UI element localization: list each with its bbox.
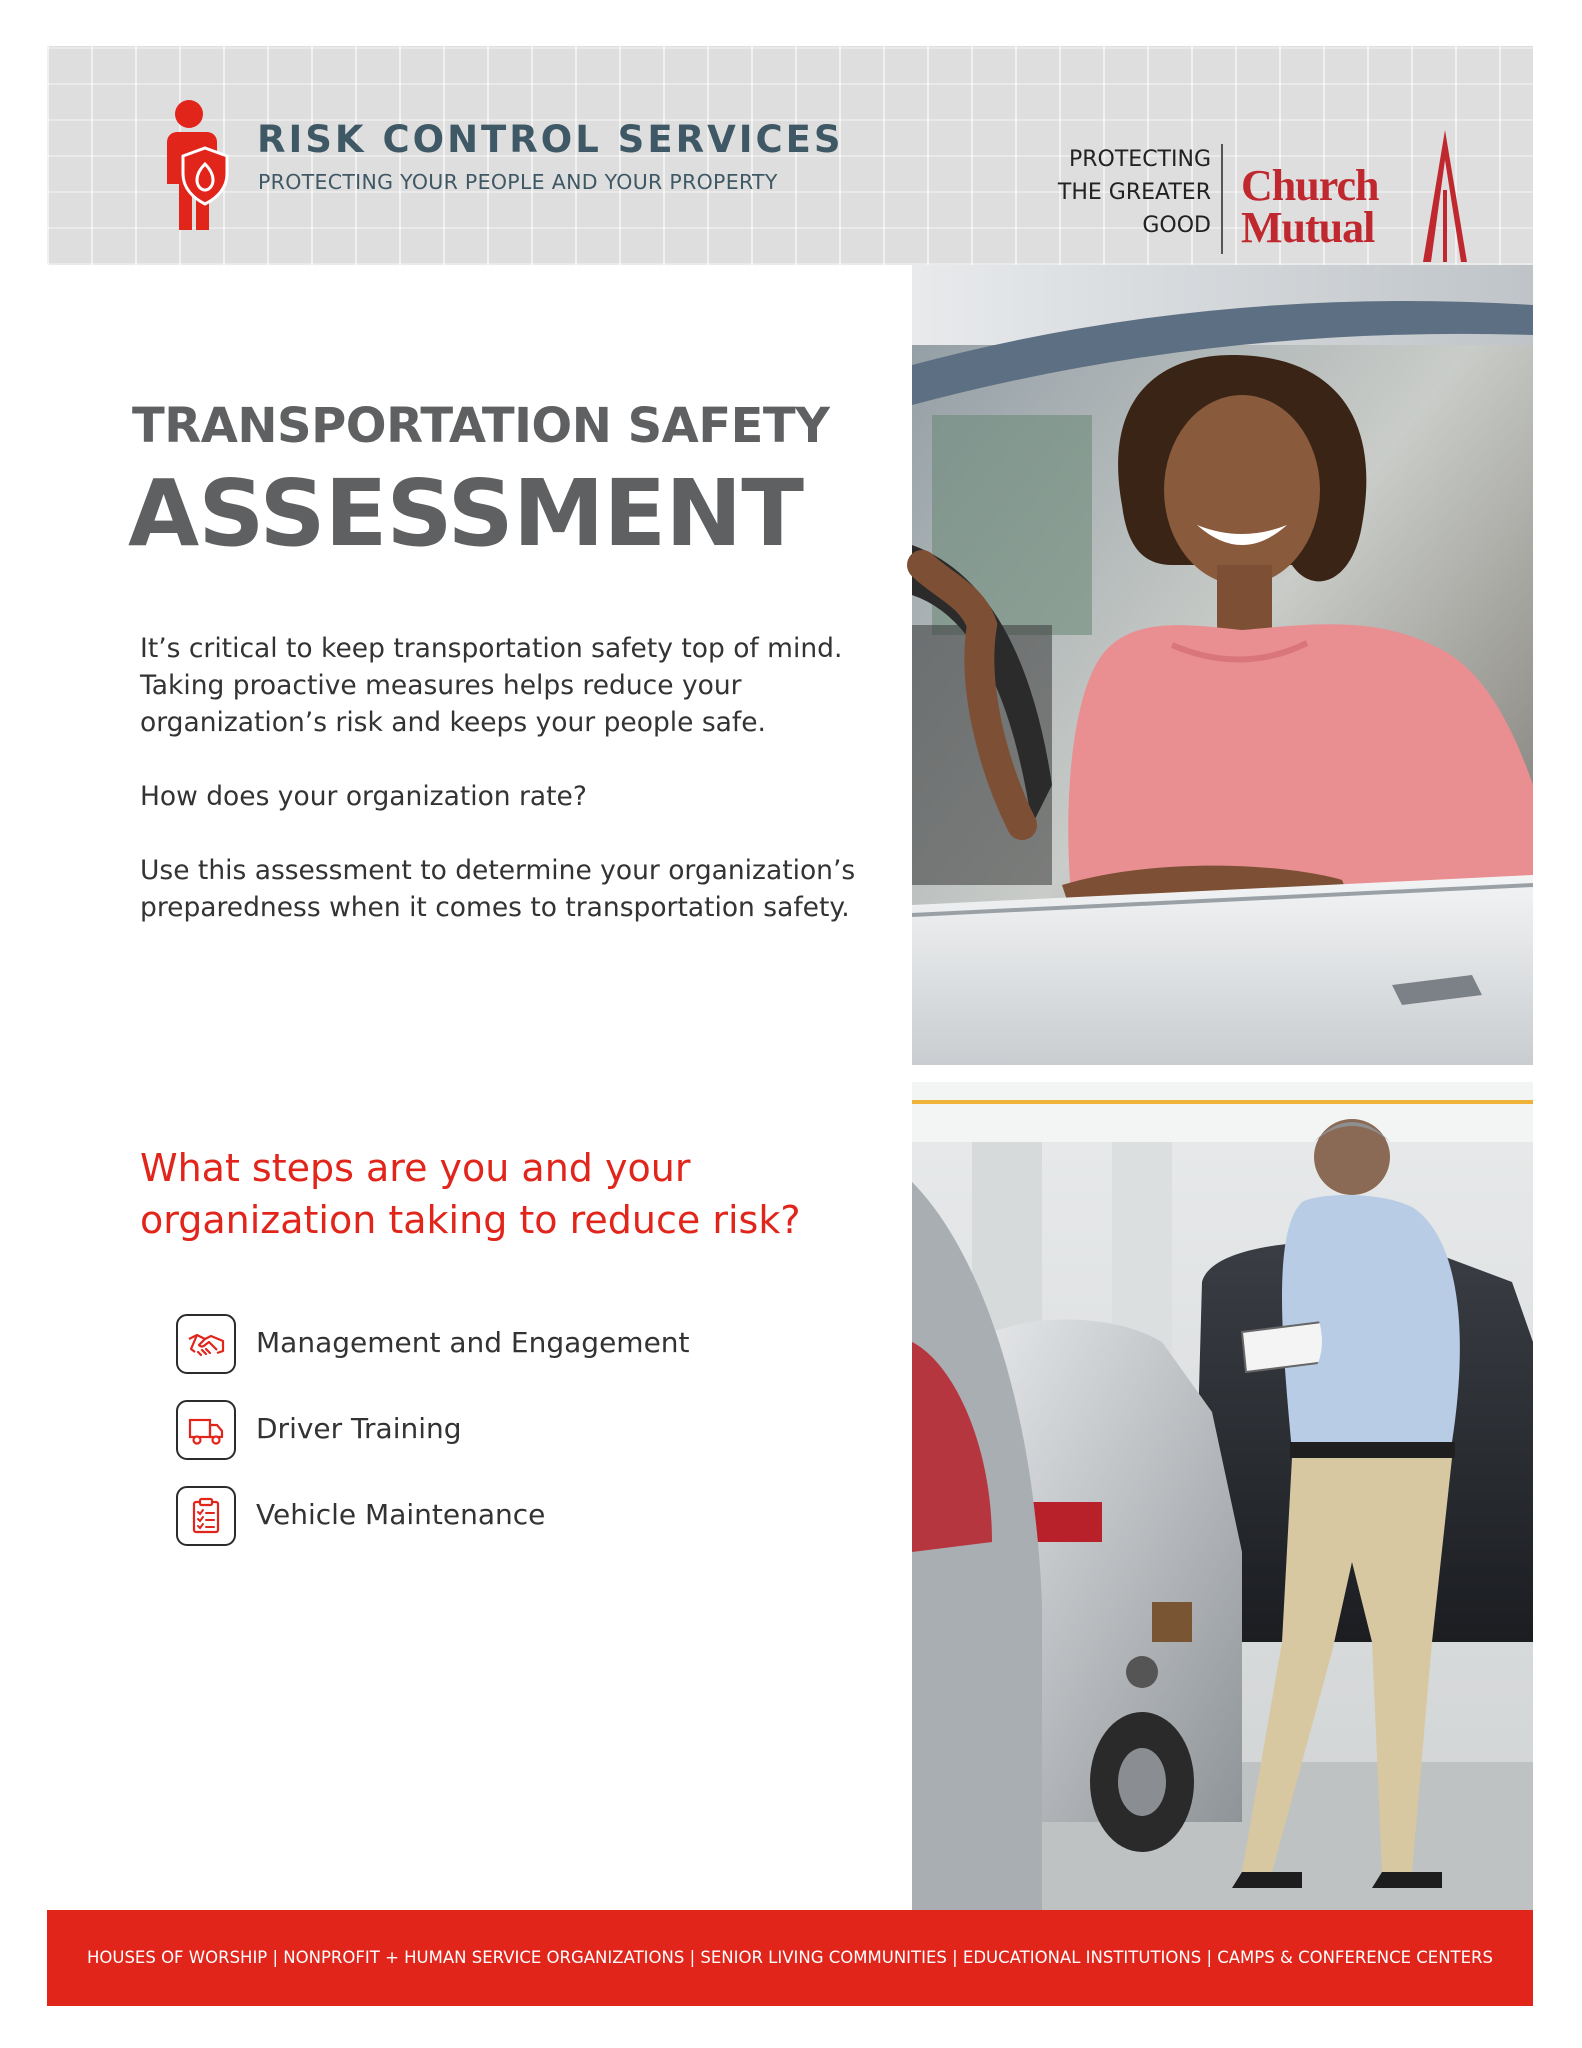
church-mutual-logo — [1235, 126, 1505, 266]
tagline — [1058, 143, 1211, 242]
handshake-icon — [176, 1314, 236, 1374]
page-title: ASSESSMENT — [128, 460, 803, 567]
mechanic-photo — [912, 1082, 1533, 1910]
clipboard-checklist-icon — [176, 1486, 236, 1546]
logo-word-mutual: Mutual — [1241, 203, 1375, 252]
brand-title: RISK CONTROL SERVICES — [257, 118, 844, 161]
step-label: Management and Engagement — [256, 1326, 690, 1359]
footer-text: HOUSES OF WORSHIP | NONPROFIT + HUMAN SERVICE ORGANIZATIONS | SENIOR LIVING COMMUNITIES | EDUCATIONAL INSTITUTIONS | CAMPS & CONFERENCE CENTERS — [86, 1948, 1493, 1967]
header-banner — [47, 46, 1533, 265]
tagline-line: THE GREATER — [1057, 180, 1211, 205]
page-subtitle: TRANSPORTATION SAFETY — [132, 398, 830, 454]
step-label: Driver Training — [256, 1412, 462, 1445]
step-label: Vehicle Maintenance — [256, 1498, 546, 1531]
truck-icon — [176, 1400, 236, 1460]
tagline-divider — [1221, 144, 1223, 254]
logo-word-church: Church — [1241, 161, 1379, 210]
steeple-icon — [1421, 130, 1471, 270]
person-shield-icon — [157, 98, 235, 230]
question-heading: What steps are you and your organization taking to reduce risk? — [140, 1146, 801, 1242]
intro-paragraph: It’s critical to keep transportation safety top of mind. Taking proactive measures helps reduce your organization’s risk and keeps your people safe. — [140, 633, 843, 738]
brand-subtitle: PROTECTING YOUR PEOPLE AND YOUR PROPERTY — [258, 170, 778, 194]
intro-text — [140, 630, 880, 963]
tagline-line: PROTECTING — [1068, 147, 1211, 172]
intro-paragraph: How does your organization rate? — [140, 781, 587, 812]
intro-paragraph: Use this assessment to determine your organization’s preparedness when it comes to transportation safety. — [140, 855, 856, 923]
driver-photo — [912, 265, 1533, 1065]
tagline-line: GOOD — [1142, 213, 1211, 238]
footer-bar — [47, 1910, 1533, 2006]
